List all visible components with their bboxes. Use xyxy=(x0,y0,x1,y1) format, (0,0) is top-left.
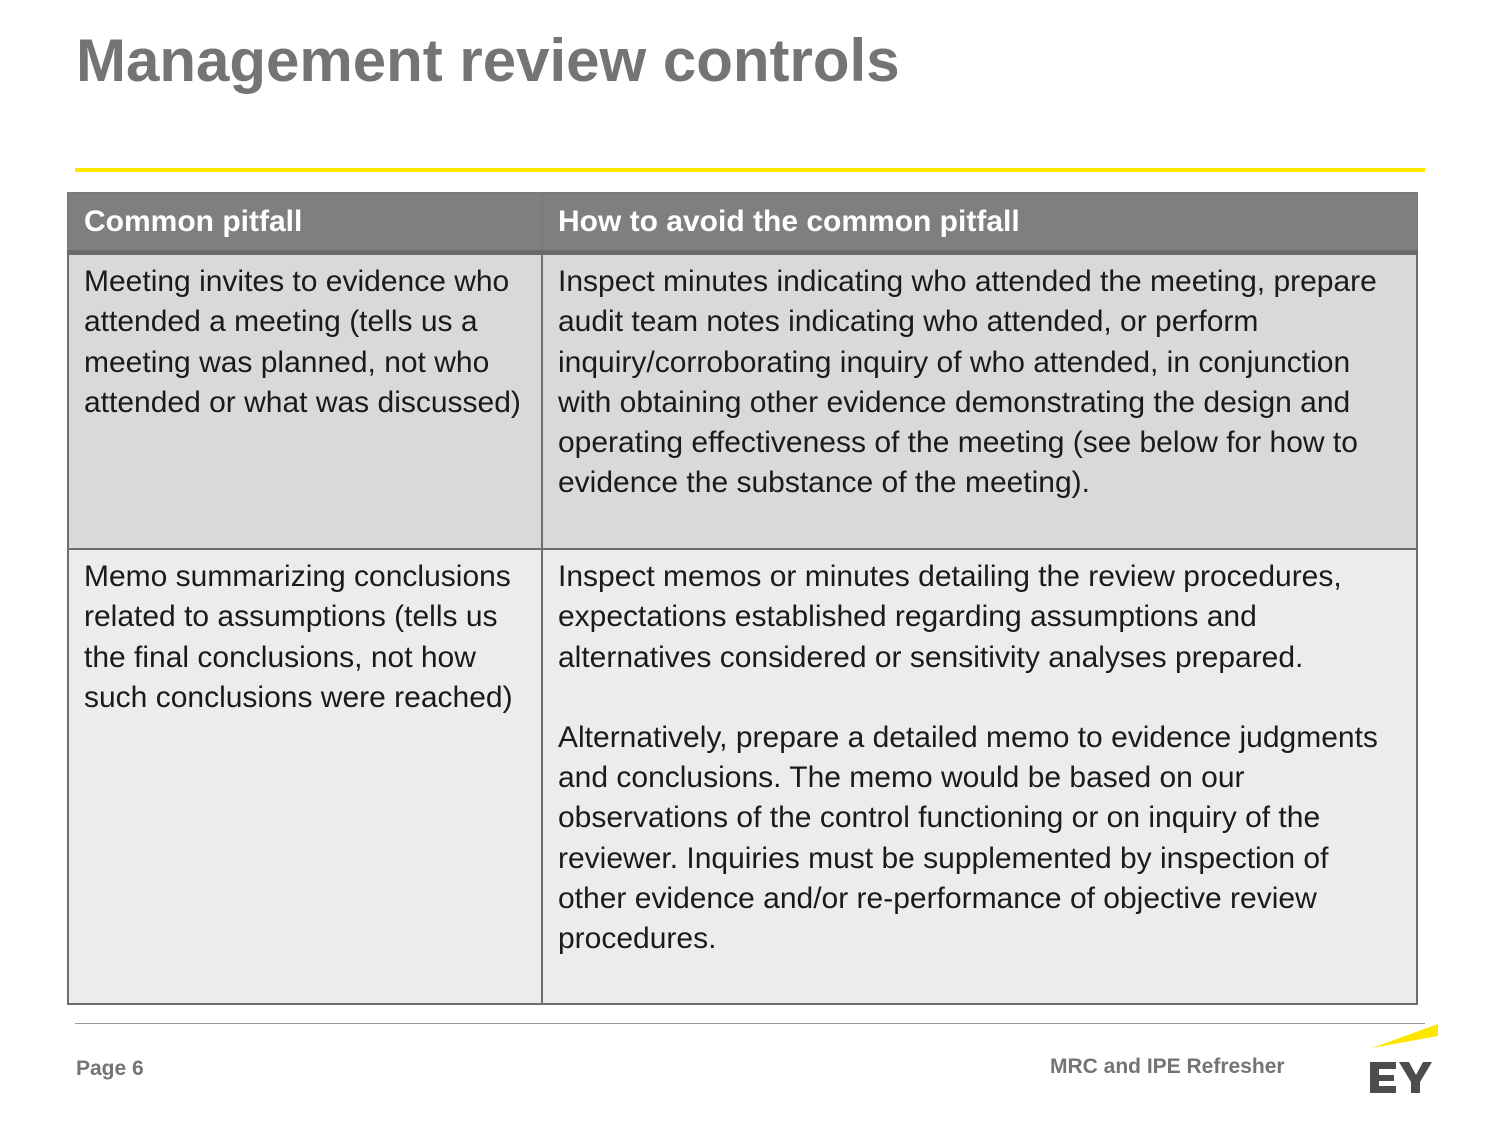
table-row xyxy=(68,253,1417,550)
table-row xyxy=(68,549,1417,1004)
ey-logo-beam xyxy=(1372,1024,1438,1048)
pitfall-table xyxy=(67,192,1418,1005)
table-header-row xyxy=(68,193,1417,253)
header-common-pitfall: Common pitfall xyxy=(68,193,542,253)
footer-title: MRC and IPE Refresher xyxy=(1050,1055,1285,1078)
page-number: Page 6 xyxy=(76,1057,144,1080)
slide-title: Management review controls xyxy=(76,27,900,94)
title-underline-rule xyxy=(75,168,1425,172)
paragraph-gap xyxy=(558,678,1404,718)
footer-divider xyxy=(75,1023,1425,1024)
ey-logo-letter-y xyxy=(1399,1062,1432,1093)
avoid-paragraph: Inspect memos or minutes detailing the review procedures, expectations established regarding assumptions and alternatives considered or sensitivity analyses prepared. xyxy=(558,560,1342,674)
avoid-paragraph: Alternatively, prepare a detailed memo to evidence judgments and conclusions. The memo would be based on our observations of the control functioning or on inquiry of the reviewer. Inquiries must be supplemented by inspection of other evidence and/or re-performance of objective review procedures. xyxy=(558,720,1378,956)
ey-logo-letter-e xyxy=(1370,1062,1396,1093)
pitfall-cell: Meeting invites to evidence who attended a meeting (tells us a meeting was planned, not who attended or what was discussed) xyxy=(68,253,542,550)
pitfall-cell: Memo summarizing conclusions related to assumptions (tells us the final conclusions, not how such conclusions were reached) xyxy=(68,549,542,1004)
avoid-paragraph: Inspect minutes indicating who attended the meeting, prepare audit team notes indicating who attended, or perform inquiry/corroborating inquiry of who attended, in conjunction with obtaining other evidence demonstrating the design and operating effectiveness of the meeting (see below for how to evidence the substance of the meeting). xyxy=(558,265,1377,500)
ey-logo-icon xyxy=(1366,1022,1440,1094)
avoid-cell xyxy=(542,549,1417,1004)
avoid-cell xyxy=(542,253,1417,550)
header-how-to-avoid: How to avoid the common pitfall xyxy=(542,193,1417,253)
